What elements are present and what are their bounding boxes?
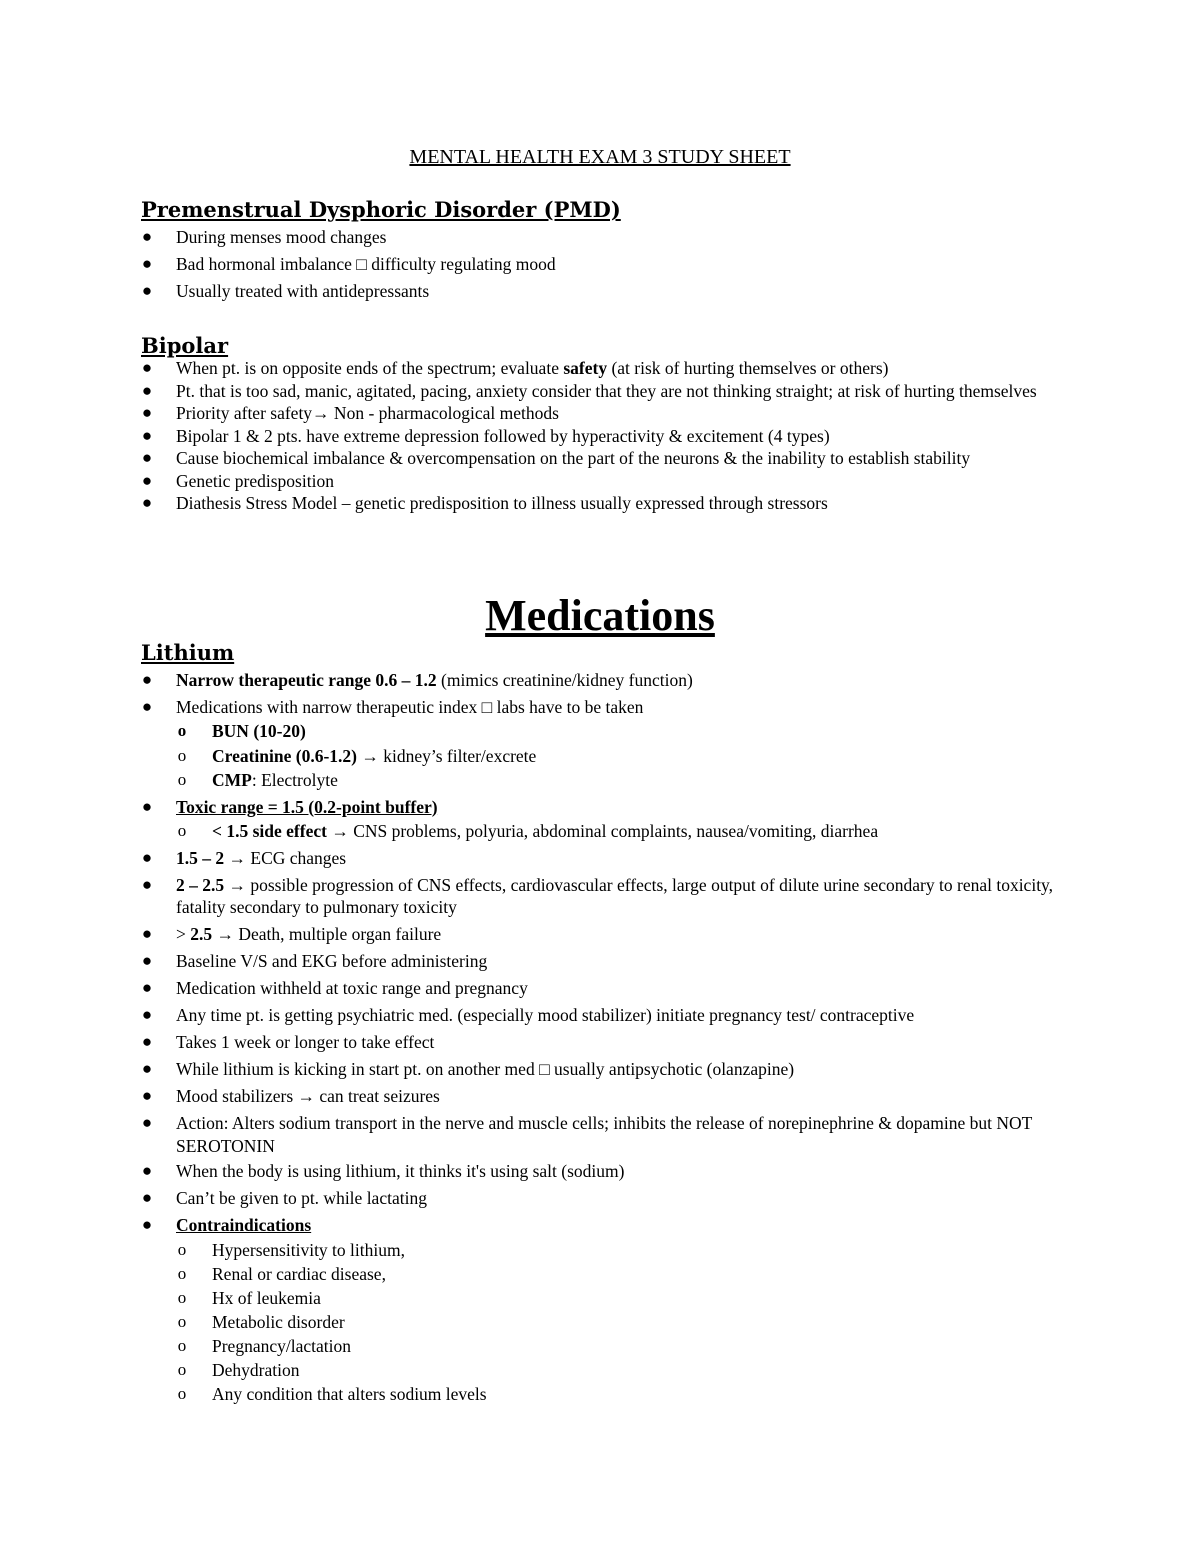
sub-bullet-icon: o bbox=[177, 770, 187, 789]
bullet-icon: ● bbox=[141, 448, 153, 467]
sub-bullet-icon: o bbox=[177, 821, 187, 840]
bullet-icon: ● bbox=[141, 1215, 153, 1234]
list-item: ● Contraindications bbox=[141, 1215, 312, 1235]
bullet-icon: ● bbox=[141, 1161, 153, 1180]
bullet-icon: ● bbox=[141, 281, 153, 300]
sub-bullet-icon: o bbox=[177, 745, 187, 765]
sub-bullet-icon: o bbox=[177, 1311, 187, 1331]
list-item: ● When pt. is on opposite ends of the spectrum; evaluate safety (at risk of hurting themselves or others) bbox=[141, 358, 889, 378]
bullet-icon: ● bbox=[141, 425, 153, 445]
sub-list-item: o BUN (10-20) bbox=[177, 721, 306, 741]
list-item: ● Can’t be given to pt. while lactating bbox=[141, 1188, 427, 1208]
pmd-heading: Premenstrual Dysphoric Disorder (PMD) bbox=[141, 197, 621, 222]
pmd-list bbox=[0, 226, 1100, 307]
list-item: ● > 2.5 → Death, multiple organ failure bbox=[141, 924, 442, 944]
bullet-icon: ● bbox=[141, 874, 153, 894]
sub-list-item: o Renal or cardiac disease, bbox=[177, 1263, 386, 1284]
lithium-heading: Lithium bbox=[141, 640, 235, 665]
medications-heading: Medications bbox=[485, 591, 715, 640]
bullet-icon: ● bbox=[141, 1086, 153, 1105]
bullet-icon: ● bbox=[141, 493, 153, 512]
bullet-icon: ● bbox=[141, 696, 153, 716]
bipolar-list bbox=[0, 357, 1100, 515]
sub-bullet-icon: o bbox=[177, 721, 187, 740]
bullet-icon: ● bbox=[141, 470, 153, 490]
list-item: ● Toxic range = 1.5 (0.2-point buffer) bbox=[141, 796, 438, 817]
list-item: ● 1.5 – 2 → ECG changes bbox=[141, 847, 347, 868]
sub-list-item: o Hypersensitivity to lithium, bbox=[177, 1239, 405, 1260]
sub-list-item: o Any condition that alters sodium levels bbox=[177, 1383, 487, 1404]
list-item: ● Action: Alters sodium transport in the nerve and muscle cells; inhibits the release of norepinephrine & dopamine but NOT SEROTONIN bbox=[141, 1113, 1033, 1156]
list-item: ● While lithium is kicking in start pt. on another med □ usually antipsychotic (olanzapine) bbox=[141, 1059, 795, 1079]
sub-list-item: o CMP: Electrolyte bbox=[177, 770, 338, 790]
list-item: ● Baseline V/S and EKG before administering bbox=[141, 951, 488, 971]
list-item: ● Takes 1 week or longer to take effect bbox=[141, 1032, 435, 1052]
bullet-icon: ● bbox=[141, 227, 153, 246]
bullet-icon: ● bbox=[141, 1032, 153, 1051]
bullet-icon: ● bbox=[141, 403, 153, 422]
sub-bullet-icon: o bbox=[177, 1335, 187, 1355]
list-item: ● Medications with narrow therapeutic index □ labs have to be taken bbox=[141, 696, 644, 717]
bullet-icon: ● bbox=[141, 1005, 153, 1024]
bullet-icon: ● bbox=[141, 1059, 153, 1078]
list-item: ● Priority after safety→ Non - pharmacological methods bbox=[141, 403, 559, 423]
list-item: ● During menses mood changes bbox=[141, 227, 387, 247]
bullet-icon: ● bbox=[141, 254, 153, 273]
bullet-icon: ● bbox=[141, 380, 153, 400]
bullet-icon: ● bbox=[141, 847, 153, 867]
bullet-icon: ● bbox=[141, 978, 153, 997]
sub-bullet-icon: o bbox=[177, 1287, 187, 1307]
list-item: ● Bipolar 1 & 2 pts. have extreme depression followed by hyperactivity & excitement (4 types) bbox=[141, 425, 830, 446]
list-item: ● Diathesis Stress Model – genetic predisposition to illness usually expressed through stressors bbox=[141, 493, 828, 513]
bullet-icon: ● bbox=[141, 951, 153, 970]
list-item: ● Narrow therapeutic range 0.6 – 1.2 (mimics creatinine/kidney function) bbox=[141, 670, 693, 690]
list-item: ● Pt. that is too sad, manic, agitated, pacing, anxiety consider that they are not thinking straight; at risk of hurting themselves bbox=[141, 380, 1037, 401]
bullet-icon: ● bbox=[141, 796, 153, 816]
sub-bullet-icon: o bbox=[177, 1239, 187, 1259]
sub-list-item: o Creatinine (0.6-1.2) → kidney’s filter/excrete bbox=[177, 745, 537, 766]
sub-bullet-icon: o bbox=[177, 1263, 187, 1283]
bullet-icon: ● bbox=[141, 1188, 153, 1207]
list-item: ● Mood stabilizers → can treat seizures bbox=[141, 1086, 440, 1106]
page-title: MENTAL HEALTH EXAM 3 STUDY SHEET bbox=[409, 146, 791, 168]
list-item: ● 2 – 2.5 → possible progression of CNS effects, cardiovascular effects, large output of dilute urine secondary to renal toxicity, fatality secondary to pulmonary toxicity bbox=[141, 874, 1054, 917]
list-item: ● Genetic predisposition bbox=[141, 470, 334, 491]
list-item: ● When the body is using lithium, it thinks it's using salt (sodium) bbox=[141, 1161, 625, 1181]
list-item: ● Bad hormonal imbalance □ difficulty regulating mood bbox=[141, 254, 556, 274]
sub-list-item: o < 1.5 side effect → CNS problems, polyuria, abdominal complaints, nausea/vomiting, diarrhea bbox=[177, 821, 879, 841]
list-item: ● Medication withheld at toxic range and pregnancy bbox=[141, 978, 528, 998]
bullet-icon: ● bbox=[141, 1113, 153, 1132]
sub-bullet-icon: o bbox=[177, 1383, 187, 1403]
sub-list-item: o Hx of leukemia bbox=[177, 1287, 321, 1308]
sub-bullet-icon: o bbox=[177, 1359, 187, 1379]
list-item: ● Any time pt. is getting psychiatric med. (especially mood stabilizer) initiate pregnancy test/ contraceptive bbox=[141, 1005, 915, 1025]
list-item: ● Cause biochemical imbalance & overcompensation on the part of the neurons & the inability to establish stability bbox=[141, 448, 971, 468]
list-item: ● Usually treated with antidepressants bbox=[141, 281, 430, 301]
bullet-icon: ● bbox=[141, 670, 153, 689]
bipolar-heading: Bipolar bbox=[141, 333, 229, 358]
sub-list-item: o Pregnancy/lactation bbox=[177, 1335, 351, 1356]
sub-list-item: o Dehydration bbox=[177, 1359, 300, 1380]
bullet-icon: ● bbox=[141, 924, 153, 943]
bullet-icon: ● bbox=[141, 358, 153, 377]
lithium-list bbox=[0, 669, 1100, 1407]
sub-list-item: o Metabolic disorder bbox=[177, 1311, 345, 1332]
